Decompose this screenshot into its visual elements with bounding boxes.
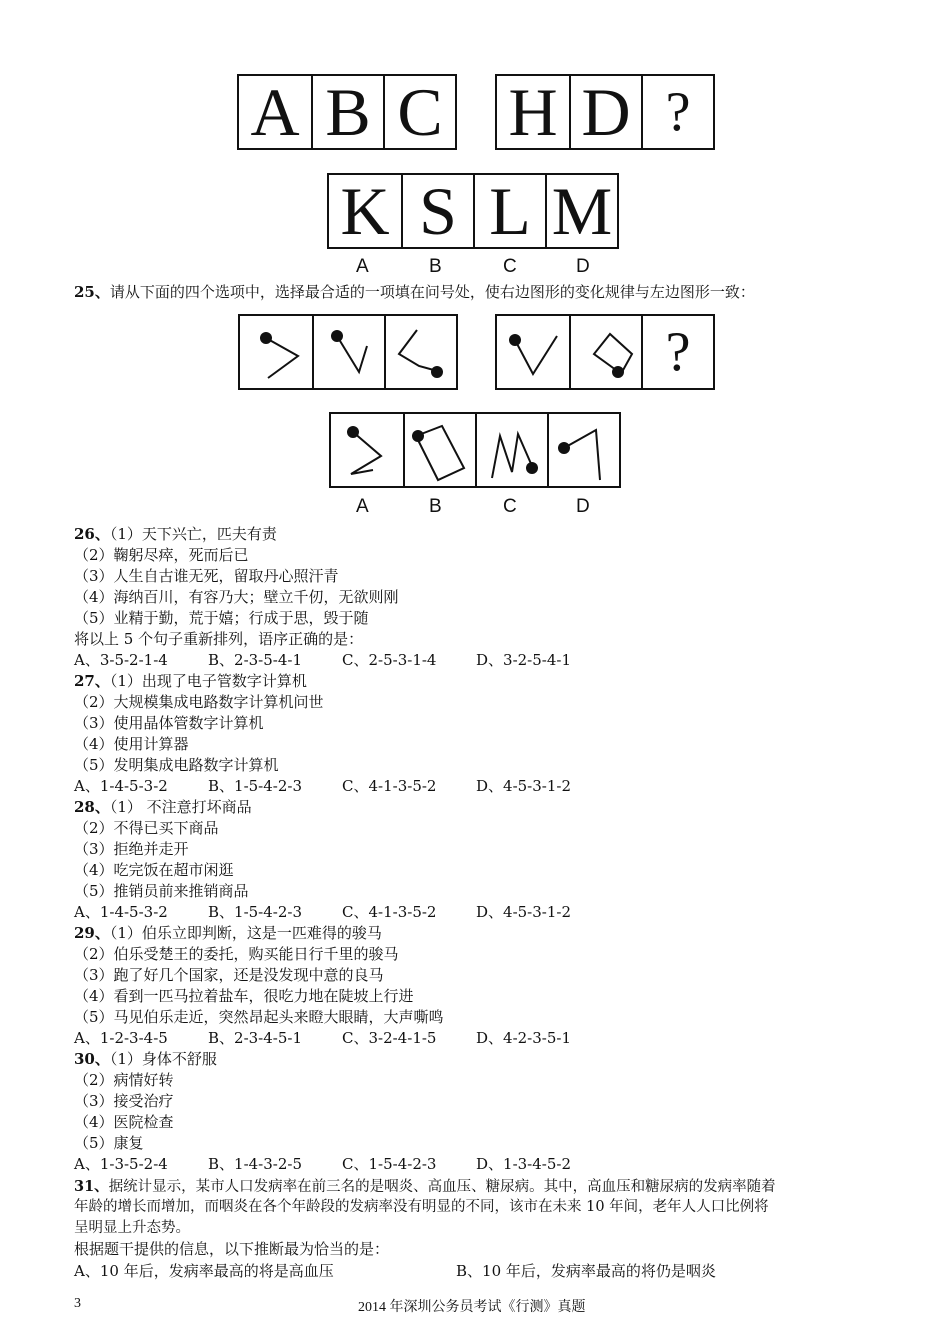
option-b: B、2-3-5-4-1 [208, 651, 303, 669]
list-item: （4）吃完饭在超市闲逛 [74, 861, 234, 879]
answer-options [74, 902, 610, 923]
option-cell [547, 414, 619, 486]
figure-cell: H [508, 74, 558, 150]
letter-sequence-right [495, 74, 715, 150]
question-prompt: 将以上 5 个句子重新排列，语序正确的是： [74, 630, 364, 648]
option-c: C、2-5-3-1-4 [342, 651, 437, 669]
list-item: （2）病情好转 [74, 1071, 174, 1089]
question-28 [74, 797, 252, 818]
list-item: （3）接受治疗 [74, 1092, 174, 1110]
option-d: D、1-3-4-5-2 [476, 1155, 572, 1173]
question-number: 30、 [74, 1050, 110, 1068]
list-item: （2）鞠躬尽瘁，死而后已 [74, 546, 249, 564]
option-label-d: D [576, 496, 590, 517]
answer-options [74, 1028, 610, 1049]
option-b: B、1-5-4-2-3 [208, 903, 303, 921]
list-item: （3）拒绝并走开 [74, 840, 189, 858]
figure-cell: B [311, 76, 383, 148]
option-c: C、1-5-4-2-3 [342, 1155, 437, 1173]
answer-options [74, 1154, 610, 1175]
list-item: （4）医院检查 [74, 1113, 174, 1131]
option-d: D、4-2-3-5-1 [476, 1029, 572, 1047]
list-item: （4）海纳百川，有容乃大；壁立千仞，无欲则刚 [74, 588, 399, 606]
option-b: B、1-5-4-2-3 [208, 777, 303, 795]
figure-cell: C [383, 76, 455, 148]
question-mark-cell: ? [641, 76, 713, 148]
option-d: D、4-5-3-1-2 [476, 903, 572, 921]
option-c: C、3-2-4-1-5 [342, 1029, 437, 1047]
list-item: （1） 不注意打坏商品 [109, 798, 252, 816]
list-item: （5）发明集成电路数字计算机 [74, 756, 279, 774]
question-prompt: 根据题干提供的信息，以下推断最为恰当的是： [74, 1240, 390, 1258]
question-30 [74, 1049, 217, 1070]
question-number: 26、 [74, 525, 110, 543]
footer-title: 2014 年深圳公务员考试《行测》真题 [358, 1300, 586, 1315]
option-d: D、3-2-5-4-1 [476, 651, 572, 669]
zigzag-figure [550, 416, 618, 484]
option-c: C、4-1-3-5-2 [342, 903, 437, 921]
figure-cell [240, 316, 312, 388]
list-item: （3）跑了好几个国家，还是没发现中意的良马 [74, 966, 384, 984]
option-a: A、1-4-5-3-2 [74, 903, 168, 921]
figure-cell [497, 316, 569, 388]
figure-cell [312, 316, 384, 388]
option-label-a: A [356, 496, 369, 517]
question-26 [74, 524, 277, 545]
question-text: 请从下面的四个选项中，选择最合适的一项填在问号处，使右边图形的变化规律与左边图形一致： [109, 283, 755, 301]
list-item: （2）大规模集成电路数字计算机问世 [74, 693, 324, 711]
option-cell [475, 414, 547, 486]
figure-cell: A [250, 74, 300, 150]
zigzag-figure [242, 318, 310, 386]
question-31 [74, 1176, 776, 1198]
shape-sequence-left [238, 314, 458, 390]
option-label-c: C [503, 256, 517, 277]
zigzag-figure [499, 318, 567, 386]
question-27 [74, 671, 307, 692]
option-c: C、4-1-3-5-2 [342, 777, 437, 795]
zigzag-figure [315, 318, 383, 386]
question-number: 27、 [74, 672, 110, 690]
letter-sequence-left [237, 74, 457, 150]
question-number: 29、 [74, 924, 110, 942]
option-a: A、3-5-2-1-4 [74, 651, 168, 669]
letter-options [327, 173, 619, 249]
question-text: 据统计显示，某市人口发病率在前三名的是咽炎、高血压、糖尿病。其中，高血压和糖尿病的发病率随着 [108, 1179, 776, 1195]
list-item: （1）身体不舒服 [109, 1050, 217, 1068]
zigzag-figure [406, 416, 474, 484]
list-item: （2）伯乐受楚王的委托，购买能日行千里的骏马 [74, 945, 399, 963]
list-item: （1）伯乐立即判断，这是一匹难得的骏马 [109, 924, 382, 942]
list-item: （4）看到一匹马拉着盐车，很吃力地在陡坡上行进 [74, 987, 414, 1005]
question-number: 31、 [74, 1178, 109, 1195]
zigzag-figure [387, 318, 455, 386]
option-cell: S [401, 175, 473, 247]
option-a: A、1-4-5-3-2 [74, 777, 168, 795]
shape-options [329, 412, 621, 488]
option-a: A、1-2-3-4-5 [74, 1029, 168, 1047]
option-d: D、4-5-3-1-2 [476, 777, 572, 795]
list-item: （1）天下兴亡，匹夫有责 [109, 525, 277, 543]
option-b: B、1-4-3-2-5 [208, 1155, 303, 1173]
option-label-d: D [576, 256, 590, 277]
option-a: A、10 年后，发病率最高的将是高血压 [74, 1262, 334, 1280]
question-text: 呈明显上升态势。 [74, 1220, 190, 1236]
option-cell: L [473, 175, 545, 247]
zigzag-figure [572, 318, 640, 386]
option-label-a: A [356, 256, 369, 277]
question-text: 年龄的增长而增加，而咽炎在各个年龄段的发病率没有明显的不同，该市在未来 10 年间，老年人人口比例将 [74, 1199, 769, 1215]
question-number: 28、 [74, 798, 110, 816]
list-item: （5）业精于勤，荒于嬉；行成于思，毁于随 [74, 609, 369, 627]
option-cell: K [340, 173, 390, 249]
list-item: （5）马见伯乐走近，突然昂起头来瞪大眼睛，大声嘶鸣 [74, 1008, 444, 1026]
list-item: （5）康复 [74, 1134, 144, 1152]
figure-cell [569, 316, 641, 388]
list-item: （3）人生自古谁无死，留取丹心照汗青 [74, 567, 339, 585]
figure-cell [384, 316, 456, 388]
option-cell [331, 414, 403, 486]
answer-options [74, 650, 610, 671]
question-25 [74, 282, 755, 303]
question-number: 25、 [74, 283, 110, 301]
option-b: B、2-3-4-5-1 [208, 1029, 303, 1047]
option-a: A、1-3-5-2-4 [74, 1155, 168, 1173]
list-item: （2）不得已买下商品 [74, 819, 219, 837]
answer-options [74, 776, 610, 797]
option-label-b: B [429, 256, 442, 277]
option-b: B、10 年后，发病率最高的将仍是咽炎 [456, 1262, 716, 1280]
question-mark-cell: ? [641, 316, 713, 388]
zigzag-figure [478, 416, 546, 484]
option-cell: M [545, 175, 617, 247]
page-number: 3 [74, 1296, 81, 1311]
list-item: （4）使用计算器 [74, 735, 189, 753]
list-item: （1）出现了电子管数字计算机 [109, 672, 307, 690]
question-29 [74, 923, 382, 944]
figure-cell: D [569, 76, 641, 148]
option-label-b: B [429, 496, 442, 517]
option-cell [403, 414, 475, 486]
shape-sequence-right [495, 314, 715, 390]
option-label-c: C [503, 496, 517, 517]
zigzag-figure [333, 416, 401, 484]
list-item: （3）使用晶体管数字计算机 [74, 714, 264, 732]
list-item: （5）推销员前来推销商品 [74, 882, 249, 900]
